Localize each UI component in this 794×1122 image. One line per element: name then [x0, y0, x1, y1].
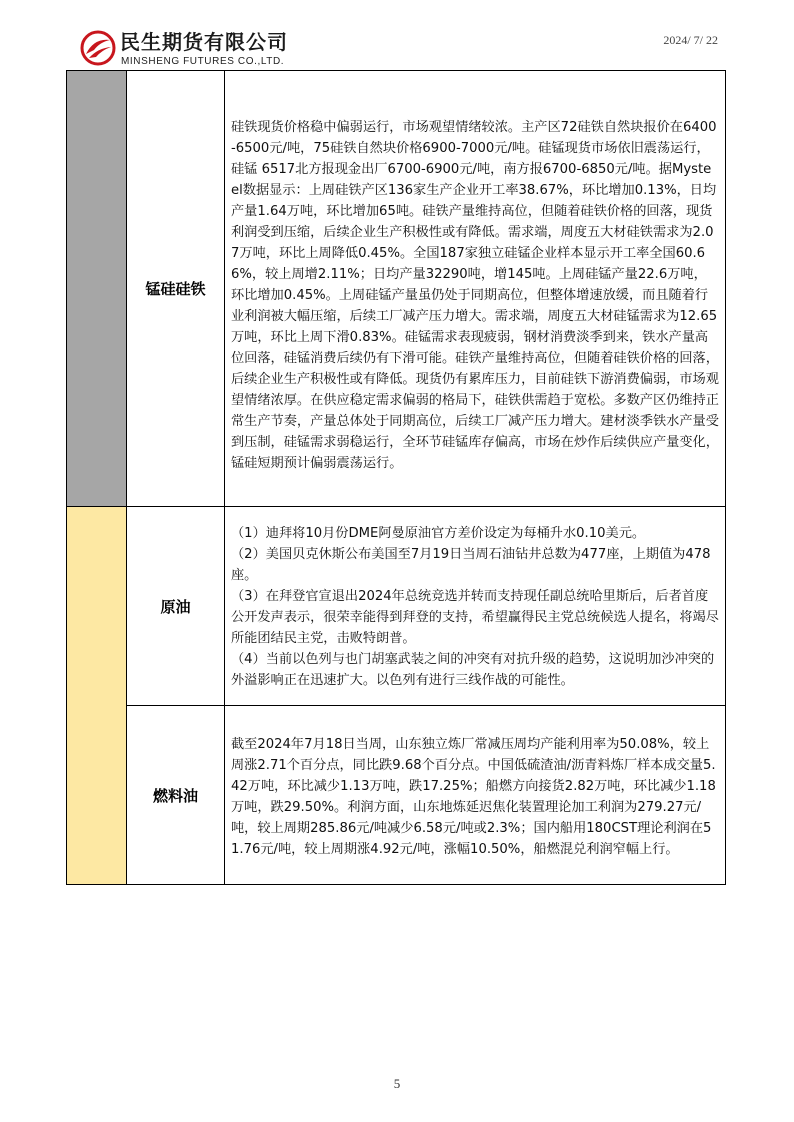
page-header [0, 0, 794, 70]
page-number: 5 [393, 1076, 401, 1091]
commodity-text-cell [225, 706, 726, 885]
table-row [67, 71, 726, 507]
table-row [67, 706, 726, 885]
minsheng-logo-icon [80, 30, 116, 66]
crude-item: （4）当前以色列与也门胡塞武装之间的冲突有对抗升级的趋势，这说明加沙冲突的外溢影响正在迅速扩大。以色列有进行三线作战的可能性。 [231, 651, 715, 688]
commodity-table [66, 70, 726, 885]
commodity-text-cell [225, 507, 726, 706]
crude-item: （2）美国贝克休斯公布美国至7月19日当周石油钻井总数为477座，上期值为478座。 [231, 546, 711, 583]
commodity-label: 锰硅硅铁 [127, 71, 225, 507]
crude-commentary [225, 514, 725, 699]
crude-item: （3）在拜登官宣退出2024年总统竞选并转而支持现任副总统哈里斯后，后者首度公开发声表示，很荣幸能得到拜登的支持，希望赢得民主党总统候选人提名，将竭尽所能团结民主党，击败特朗普。 [231, 588, 719, 646]
fuel-commentary: 截至2024年7月18日当周，山东独立炼厂常减压周均产能利用率为50.08%，较上周涨2.71个百分点，同比跌9.68个百分点。中国低硫渣油/沥青料炼厂样本成交量5.42万吨，环比减少1.13万吨，跌17.25%；船燃方向接货2.82万吨，环比减少1.18万吨，跌29.50%。利润方面，山东地炼延迟焦化装置理论加工利润为279.27元/吨，较上周期285.86元/吨减少6.58元/吨或2.3%；国内船用180CST理论利润在51.76元/吨，较上周期涨4.92元/吨，涨幅10.50%，船燃混兑利润窄幅上行。 [231, 737, 716, 857]
commodity-text-cell [225, 71, 726, 507]
category-band-cream [67, 507, 127, 885]
company-name-cn: 民生期货有限公司 [120, 30, 288, 54]
commodity-label: 原油 [127, 507, 225, 706]
category-band-gray [67, 71, 127, 507]
manganese-commentary: 硅铁现货价格稳中偏弱运行，市场观望情绪较浓。主产区72硅铁自然块报价在6400-6500元/吨，75硅铁自然块价格6900-7000元/吨。硅锰现货市场依旧震荡运行，硅锰 6517北方报现金出厂6700-6900元/吨，南方报6700-6850元/吨。据Mysteel数据显示：上周硅铁产区136家生产企业开工率38.67%，环比增加0.13%，日均产量1.64万吨，环比增加65吨。硅铁产量维持高位，但随着硅铁价格的回落，现货利润受到压缩，后续企业生产积极性或有降低。需求端，周度五大材硅铁需求为2.07万吨，环比上周降低0.45%。全国187家独立硅锰企业样本显示开工率全国60.66%，较上周增2.11%；日均产量32290吨，增145吨。上周硅锰产量22.6万吨，环比增加0.45%。上周硅锰产量虽仍处于同期高位，但整体增速放缓，而且随着行业利润被大幅压缩，后续工厂减产压力增大。需求端，周度五大材硅锰需求为12.65万吨，环比上周下滑0.83%。硅锰需求表现疲弱，钢材消费淡季到来，铁水产量高位回落，硅锰消费后续仍有下滑可能。硅铁产量维持高位，但随着硅铁价格的回落，后续企业生产积极性或有降低。现货仍有累库压力，目前硅铁下游消费偏弱，市场观望情绪浓厚。在供应稳定需求偏弱的格局下，硅铁供需趋于宽松。多数产区仍维持正常生产节奏，产量总体处于同期高位，后续工厂减产压力增大。建材淡季铁水产量受到压制，硅锰需求弱稳运行，全环节硅锰库存偏高，市场在炒作后续供应产量变化，锰硅短期预计偏弱震荡运行。 [231, 119, 719, 471]
report-date: 2024/ 7/ 22 [663, 33, 718, 47]
commodity-label: 燃料油 [127, 706, 225, 885]
table-row [67, 507, 726, 706]
company-name-en: MINSHENG FUTURES CO.,LTD. [121, 56, 285, 67]
crude-item: （1）迪拜将10月份DME阿曼原油官方差价设定为每桶升水0.10美元。 [231, 525, 646, 541]
